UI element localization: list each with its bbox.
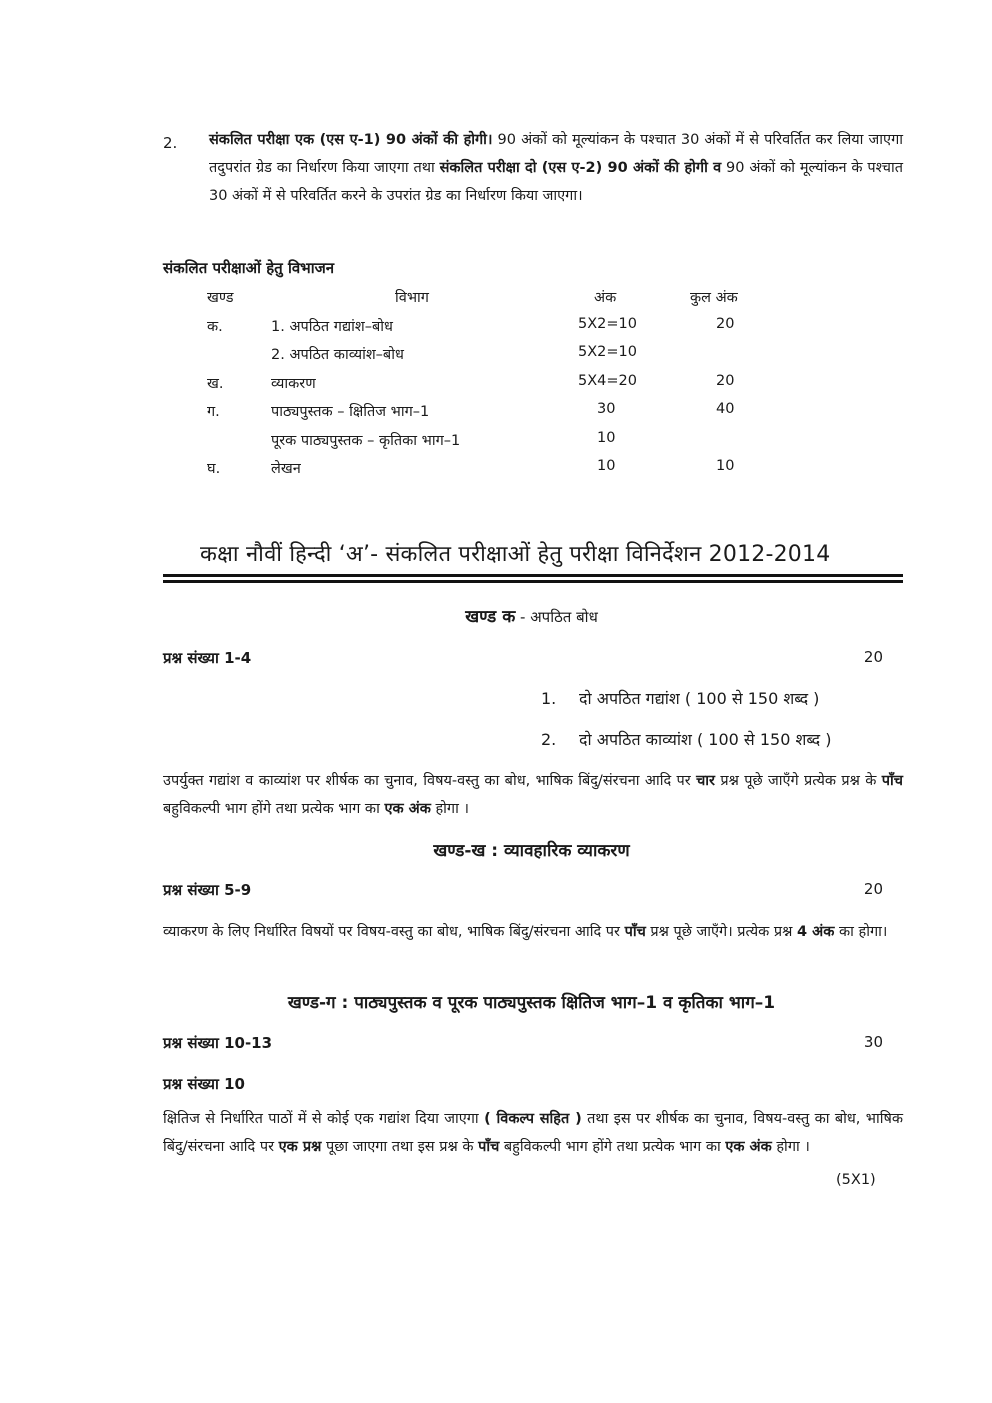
desc-seg: क्षितिज से निर्धारित पाठों में से कोई एक गद्यांश दिया जाएगा bbox=[163, 1111, 485, 1127]
desc-seg: बहुविकल्पी भाग होंगे तथा प्रत्येक भाग का bbox=[499, 1139, 726, 1155]
marks-note: (5X1) bbox=[836, 1172, 876, 1188]
desc-seg-bold: पाँच bbox=[624, 924, 646, 940]
point-2-seg-2: संकलित परीक्षा दो (एस ए-2) 90 अंकों की होगी व bbox=[439, 160, 722, 176]
table-row-marks: 30 bbox=[597, 401, 616, 417]
table-header-section: खण्ड bbox=[207, 290, 234, 306]
desc-seg: का होगा। bbox=[834, 924, 888, 940]
desc-seg: होगा । bbox=[430, 801, 469, 817]
question-label: प्रश्न संख्या 10-13 bbox=[163, 1034, 273, 1052]
table-row-part: 2. अपठित काव्यांश–बोध bbox=[271, 347, 404, 363]
table-header-total: कुल अंक bbox=[690, 290, 738, 306]
question-marks: 20 bbox=[863, 648, 883, 666]
desc-seg: प्रश्न पूछे जाएँगे। प्रत्येक प्रश्न bbox=[645, 924, 798, 940]
table-row-section: क. bbox=[207, 319, 223, 335]
desc-seg: तथा इस पर शीर्षक का चुनाव, विषय-वस्तु का बोध, भाषिक बिंदु/संरचना आदि पर bbox=[163, 1111, 903, 1155]
section-kha-heading: खण्ड-ख : व्यावहारिक व्याकरण bbox=[433, 841, 630, 861]
list-item-text: दो अपठित काव्यांश ( 100 से 150 शब्द ) bbox=[579, 730, 832, 749]
list-item bbox=[541, 687, 819, 709]
list-item-number: 2. bbox=[541, 730, 557, 749]
table-row-total: 10 bbox=[716, 458, 735, 474]
question-marks: 30 bbox=[863, 1033, 883, 1051]
table-row-total: 20 bbox=[716, 316, 735, 332]
desc-seg: पूछा जाएगा तथा इस प्रश्न के bbox=[321, 1139, 479, 1155]
desc-seg-bold: पाँच bbox=[881, 773, 903, 789]
section-ka-heading-bold: खण्ड क bbox=[465, 607, 516, 627]
point-2-seg-1: 90 अंकों को मूल्यांकन के पश्चात 30 अंकों में से परिवर्तित कर लिया जाएगा तदुपरांत ग्रेड का निर्धारण किया जाएगा तथा bbox=[209, 132, 903, 176]
table-row-part: पूरक पाठ्यपुस्तक – कृतिका भाग–1 bbox=[271, 433, 461, 449]
table-row-marks: 5X2=10 bbox=[578, 344, 637, 360]
table-row-marks: 10 bbox=[597, 430, 616, 446]
sub-question-label: प्रश्न संख्या 10 bbox=[163, 1075, 245, 1093]
list-item bbox=[541, 728, 832, 750]
table-row-marks: 5X4=20 bbox=[578, 373, 637, 389]
list-item-number: 1. bbox=[541, 689, 557, 708]
desc-seg-bold: ( विकल्प सहित ) bbox=[484, 1111, 582, 1127]
desc-seg-bold: 4 अंक bbox=[797, 924, 835, 940]
point-number: 2. bbox=[163, 134, 178, 152]
division-title: संकलित परीक्षाओं हेतु विभाजन bbox=[163, 259, 335, 277]
section-ga-heading: खण्ड-ग : पाठ्यपुस्तक व पूरक पाठ्यपुस्तक क्षितिज भाग–1 व कृतिका भाग–1 bbox=[287, 993, 776, 1013]
section-kha-description bbox=[163, 918, 903, 946]
table-row-section: घ. bbox=[207, 461, 221, 477]
sub-question-row bbox=[163, 1074, 883, 1094]
table-row-section: ग. bbox=[207, 404, 220, 420]
section-ga-description bbox=[163, 1105, 903, 1161]
point-2-paragraph bbox=[209, 126, 903, 210]
desc-seg-bold: एक प्रश्न bbox=[278, 1139, 322, 1155]
desc-seg: व्याकरण के लिए निर्धारित विषयों पर विषय-वस्तु का बोध, भाषिक बिंदु/संरचना आदि पर bbox=[163, 924, 625, 940]
question-row bbox=[163, 1033, 883, 1053]
table-header-part: विभाग bbox=[395, 290, 429, 306]
question-marks: 20 bbox=[863, 880, 883, 898]
table-row-part: लेखन bbox=[271, 461, 301, 477]
desc-seg-bold: एक अंक bbox=[384, 801, 431, 817]
desc-seg: बहुविकल्पी भाग होंगे तथा प्रत्येक भाग का bbox=[163, 801, 385, 817]
title-rule-top bbox=[163, 574, 903, 577]
desc-seg-bold: चार bbox=[696, 773, 715, 789]
table-row-section: ख. bbox=[207, 376, 224, 392]
question-label: प्रश्न संख्या 1-4 bbox=[163, 649, 252, 667]
point-2-seg-3: 90 अंकों को मूल्यांकन के पश्चात 30 अंकों में से परिवर्तित करने के उपरांत ग्रेड का निर्धारण किया जाएगा। bbox=[209, 160, 903, 204]
title-rule-bottom bbox=[163, 580, 903, 583]
section-ka-heading bbox=[0, 604, 992, 627]
question-label: प्रश्न संख्या 5-9 bbox=[163, 881, 252, 899]
table-row-total: 40 bbox=[716, 401, 735, 417]
list-item-text: दो अपठित गद्यांश ( 100 से 150 शब्द ) bbox=[579, 689, 820, 708]
page-title: कक्षा नौवीं हिन्दी ‘अ’- संकलित परीक्षाओं हेतु परीक्षा विनिर्देशन 2012-2014 bbox=[200, 542, 831, 567]
table-row-part: 1. अपठित गद्यांश–बोध bbox=[271, 319, 393, 335]
table-row-total: 20 bbox=[716, 373, 735, 389]
desc-seg-bold: एक अंक bbox=[725, 1139, 772, 1155]
table-header-marks: अंक bbox=[594, 290, 617, 306]
table-row-marks: 5X2=10 bbox=[578, 316, 637, 332]
question-row bbox=[163, 648, 883, 668]
desc-seg: प्रश्न पूछे जाएँगे प्रत्येक प्रश्न के bbox=[715, 773, 882, 789]
question-row bbox=[163, 880, 883, 900]
point-2-seg-0: संकलित परीक्षा एक (एस ए-1) 90 अंकों की होगी। bbox=[209, 132, 493, 148]
section-ka-heading-rest: - अपठित बोध bbox=[515, 608, 598, 626]
table-row-part: पाठ्यपुस्तक – क्षितिज भाग–1 bbox=[271, 404, 430, 420]
desc-seg: उपर्युक्त गद्यांश व काव्यांश पर शीर्षक का चुनाव, विषय-वस्तु का बोध, भाषिक बिंदु/संरचना आदि पर bbox=[163, 773, 697, 789]
desc-seg: होगा । bbox=[771, 1139, 810, 1155]
section-ka-description bbox=[163, 767, 903, 823]
table-row-marks: 10 bbox=[597, 458, 616, 474]
table-row-part: व्याकरण bbox=[271, 376, 316, 392]
desc-seg-bold: पाँच bbox=[478, 1139, 500, 1155]
